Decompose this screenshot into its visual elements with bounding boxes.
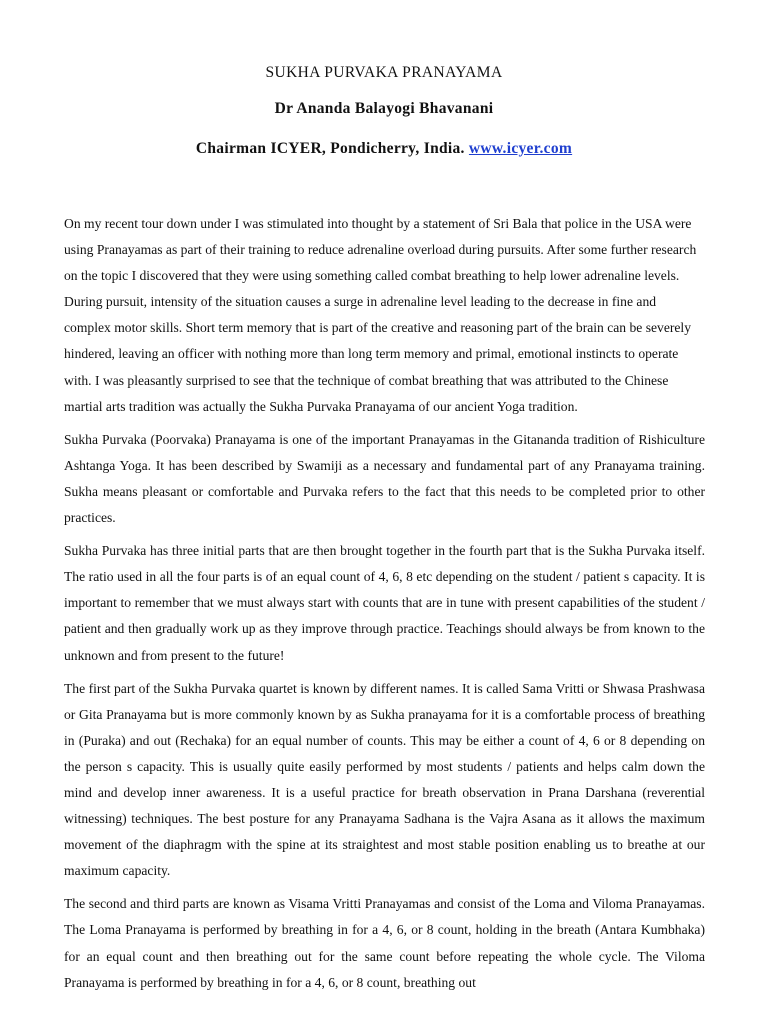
author-affiliation [0, 140, 768, 158]
icyer-website-link[interactable]: www.icyer.com [468, 140, 573, 157]
author-name: Dr Ananda Balayogi Bhavanani [274, 100, 494, 117]
paragraph-parts: Sukha Purvaka has three initial parts that are then brought together in the fourth part that is the Sukha Purvaka itself. The ratio used in all the four parts is of an equal count of 4, 6, 8 etc depending on the student / patient s capacity. It is important to remember that we must always start with counts that are in tune with present capabilities of the student / patient and then gradually work up as they improve through practice. Teachings should always be from known to the unknown and from present to the future! [64, 543, 705, 663]
document-title: SUKHA PURVAKA PRANAYAMA [265, 64, 503, 81]
article-body [64, 211, 705, 1003]
paragraph-first-part: The first part of the Sukha Purvaka quartet is known by different names. It is called Sama Vritti or Shwasa Prashwasa or Gita Pranayama but is more commonly known by as Sukha pranayama for it is a comfortable process of breathing in (Puraka) and out (Rechaka) for an equal number of counts. This may be either a count of 4, 6 or 8 depending on the person s capacity. This is usually quite easily performed by most students / patients and helps calm down the mind and develop inner awareness. It is a useful practice for breath observation in Prana Darshana (reverential witnessing) techniques. The best posture for any Pranayama Sadhana is the Vajra Asana as it allows the maximum movement of the diaphragm with the spine at its straightest and most stable position enabling us to breathe at our maximum capacity. [64, 680, 705, 879]
paragraph-second-third-parts: The second and third parts are known as Visama Vritti Pranayamas and consist of the Loma and Viloma Pranayamas. The Loma Pranayama is performed by breathing in for a 4, 6, or 8 count, holding in the breath (Antara Kumbhaka) for an equal count and then breathing out for the same count before repeating the whole cycle. The Viloma Pranayama is performed by breathing in for a 4, 6, or 8 count, breathing out [64, 896, 705, 990]
affiliation-text: Chairman ICYER, Pondicherry, India. [195, 140, 469, 157]
paragraph-definition: Sukha Purvaka (Poorvaka) Pranayama is one of the important Pranayamas in the Gitananda tradition of Rishiculture Ashtanga Yoga. It has been described by Swamiji as a necessary and fundamental part of any Pranayama training. Sukha means pleasant or comfortable and Purvaka refers to the fact that this needs to be completed prior to other practices. [64, 431, 705, 526]
paragraph-intro: On my recent tour down under I was stimulated into thought by a statement of Sri Bala that police in the USA were using Pranayamas as part of their training to reduce adrenaline overload during pursuits. After some further research on the topic I discovered that they were using something called combat breathing to help lower adrenaline levels. During pursuit, intensity of the situation causes a surge in adrenaline level leading to the decrease in fine and complex motor skills. Short term memory that is part of the creative and reasoning part of the brain can be severely hindered, leaving an officer with nothing more than long term memory and primal, emotional instincts to operate with. I was pleasantly surprised to see that the technique of combat breathing that was attributed to the Chinese martial arts tradition was actually the Sukha Purvaka Pranayama of our ancient Yoga tradition. [64, 216, 697, 414]
